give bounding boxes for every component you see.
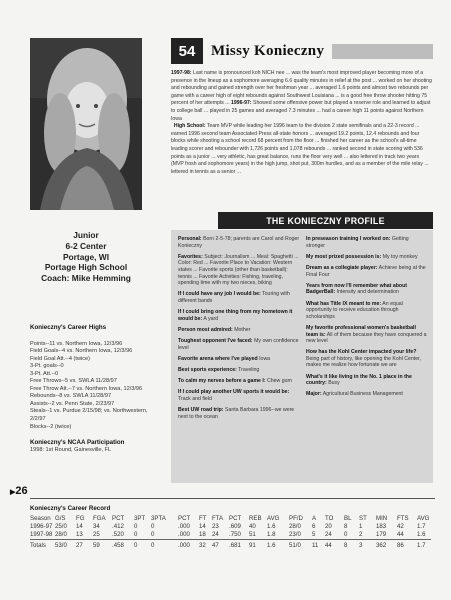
profile-question: If I could bring one thing from my hometown it would be: bbox=[178, 309, 293, 322]
player-name: Missy Konieczny bbox=[211, 42, 325, 59]
career-high-line: Free Throws--5 vs. SWLA 11/28/97 bbox=[30, 378, 117, 385]
table-cell: 3PT bbox=[134, 514, 146, 522]
profile-answer: Subject: Journalism ... Meal: Spaghetti ... Color: Red ... Favorite Place to Vacation: Western states ... Favorite sports (other than basketball): tennis ... Favorite Activities: Fishing, traveling, spending time with my two nieces, biking bbox=[178, 253, 299, 287]
table-cell: G/S bbox=[55, 514, 66, 522]
table-cell: 6 bbox=[312, 523, 316, 531]
table-cell: FTS bbox=[397, 514, 409, 522]
profile-item bbox=[178, 309, 300, 322]
table-cell: 1996-97 bbox=[30, 523, 53, 531]
bio-heading: 1997-98: bbox=[171, 70, 192, 76]
profile-question: My favorite professional women's basketball team is: bbox=[306, 324, 416, 338]
bio-heading: 1996-97: bbox=[231, 100, 252, 107]
profile-answer: Touring with different bands bbox=[178, 291, 290, 304]
career-high-line: 3-Pt. Att.--0 bbox=[30, 370, 59, 377]
table-cell: 18 bbox=[199, 531, 206, 539]
profile-question: What has Title IX meant to me: bbox=[306, 300, 382, 307]
player-info bbox=[30, 230, 142, 284]
table-cell: 42 bbox=[397, 523, 404, 531]
table-cell: 8 bbox=[344, 540, 359, 550]
player-hometown: Portage, WI bbox=[62, 251, 110, 262]
table-cell: 91 bbox=[249, 540, 267, 550]
table-cell: FGA bbox=[93, 514, 106, 522]
table-cell: 24 bbox=[212, 531, 219, 539]
profile-item bbox=[306, 236, 428, 249]
table-cell: 1 bbox=[359, 523, 363, 531]
table-cell: 14 bbox=[76, 523, 83, 531]
career-record-title: Konieczny's Career Record bbox=[30, 505, 111, 512]
profile-question: Favorite arena where I've played bbox=[178, 355, 258, 362]
career-high-line: Assists--2 vs. Penn State, 2/23/97 bbox=[30, 400, 115, 407]
table-cell: 1.6 bbox=[267, 540, 289, 550]
table-cell: .412 bbox=[112, 523, 124, 531]
table-cell: 0 bbox=[344, 531, 348, 539]
table-cell: 0 bbox=[134, 540, 151, 550]
table-cell: REB bbox=[249, 514, 262, 522]
table-cell: 2 bbox=[359, 531, 363, 539]
table-cell: BL bbox=[344, 514, 352, 522]
profile-item bbox=[306, 391, 428, 398]
table-row bbox=[30, 522, 431, 530]
profile-answer: Achieve being at the Final Four bbox=[306, 264, 426, 278]
profile-answer: Mother bbox=[232, 326, 251, 333]
career-record-table bbox=[30, 514, 431, 550]
profile-answer: Getting stronger bbox=[306, 236, 409, 249]
profile-question: Personal: bbox=[178, 236, 202, 242]
table-cell: 13 bbox=[76, 531, 83, 539]
table-cell: .458 bbox=[112, 540, 134, 550]
table-cell: 32 bbox=[199, 540, 212, 550]
table-cell: MIN bbox=[376, 514, 388, 522]
table-cell: FG bbox=[76, 514, 85, 522]
table-cell: 0 bbox=[134, 531, 138, 539]
divider bbox=[30, 498, 435, 499]
table-cell: 20 bbox=[325, 523, 332, 531]
table-cell: PF/D bbox=[289, 514, 303, 522]
table-cell: 183 bbox=[376, 523, 387, 531]
table-cell: .520 bbox=[112, 531, 124, 539]
table-cell: 28/0 bbox=[55, 531, 67, 539]
career-high-line: Points--11 vs. Northern Iowa, 12/3/96 bbox=[30, 340, 123, 347]
table-cell: 3 bbox=[359, 540, 376, 550]
player-coach: Coach: Mike Hemming bbox=[41, 273, 131, 284]
career-high-line: Rebounds--8 vs. SWLA 11/28/97 bbox=[30, 393, 112, 400]
player-bio bbox=[171, 70, 433, 176]
profile-answer: A yard bbox=[202, 315, 219, 322]
table-cell: Season bbox=[30, 514, 51, 522]
table-cell: 5 bbox=[312, 531, 316, 539]
profile-item bbox=[178, 407, 300, 420]
profile-item bbox=[178, 327, 300, 334]
profile-answer: Traveling bbox=[236, 367, 260, 374]
profile-answer: Being part of history, like opening the Kohl Center, makes me realize how fortunate we are bbox=[306, 355, 421, 369]
profile-answer: Santa Barbara 1996--we were next to the ocean bbox=[178, 407, 295, 420]
profile-item bbox=[306, 374, 428, 387]
career-high-line: 3-Pt. goals--0 bbox=[30, 363, 64, 370]
profile-answer: All of them because they have conquered a new level bbox=[306, 331, 427, 345]
career-high-line: Steals--1 vs. Purdue 2/15/98; vs. Northwestern, 2/2/97 bbox=[30, 408, 148, 423]
profile-item bbox=[306, 301, 428, 321]
profile-item bbox=[306, 265, 428, 278]
career-record bbox=[30, 505, 440, 550]
table-cell: 28/0 bbox=[289, 523, 301, 531]
player-class: Junior bbox=[73, 230, 99, 240]
page-number: ▶26 bbox=[10, 485, 28, 497]
table-cell: 14 bbox=[199, 523, 206, 531]
table-cell: ST bbox=[359, 514, 367, 522]
table-cell: 1997-98 bbox=[30, 531, 53, 539]
table-cell: PCT bbox=[112, 514, 125, 522]
ncaa-line: 1998: 1st Round, Gainesville, FL bbox=[30, 446, 112, 453]
profile-item bbox=[178, 254, 300, 287]
table-cell: 51 bbox=[249, 531, 256, 539]
profile-item bbox=[178, 389, 300, 402]
profile-question: To calm my nerves before a game I: bbox=[178, 378, 266, 385]
profile-question: What's it like living in the No. 1 place in the country: bbox=[306, 373, 412, 387]
jersey-number: 54 bbox=[171, 38, 203, 64]
profile-answer: My toy monkey bbox=[381, 253, 418, 260]
table-cell: 0 bbox=[134, 523, 138, 531]
table-cell: 0 bbox=[151, 531, 155, 539]
table-cell: 1.7 bbox=[417, 523, 426, 531]
profile-answer: Chew gum bbox=[265, 378, 292, 385]
profile-item bbox=[178, 356, 300, 363]
header-bar bbox=[332, 44, 433, 59]
table-cell: 362 bbox=[376, 540, 397, 550]
bio-text: Last name is pronounced koh NICH nee ... was the team's most improved player becoming more of a presence in the lineup as a sophomore averaging 6.6 quality minutes in relief at the post ... worked on her shooting and rebounding and gained strength over her freshman year ... averaged 1.6 points and almost two rebounds per game with a career high of eight rebounds against Southwest Louisiana ... is a good free throw shooter hitting 75 percent of her attempts ... bbox=[171, 70, 432, 107]
player-position: 6-2 Center bbox=[65, 240, 107, 251]
profile-item bbox=[178, 236, 300, 249]
career-high-line: Blocks--2 (twice) bbox=[30, 423, 72, 430]
profile-question: Major: bbox=[306, 391, 322, 398]
profile-question: Years from now I'll remember what about BadgerBall: bbox=[306, 282, 407, 296]
table-cell: 23/0 bbox=[289, 531, 301, 539]
table-row bbox=[30, 531, 431, 540]
career-high-line: Free Throw Att.--7 vs. Northern Iowa, 12/3/96 bbox=[30, 385, 143, 392]
table-cell: 86 bbox=[397, 540, 417, 550]
profile-answer: My own confidence level bbox=[178, 338, 299, 351]
page-number-arrow-icon: ▶ bbox=[10, 489, 16, 496]
table-cell: 0 bbox=[151, 523, 155, 531]
career-high-line: Field Goals--4 vs. Northern Iowa, 12/3/96 bbox=[30, 348, 133, 355]
table-cell: 179 bbox=[376, 531, 387, 539]
table-cell: .000 bbox=[178, 540, 199, 550]
table-cell: FT bbox=[199, 514, 207, 522]
table-cell: AVG bbox=[267, 514, 280, 522]
ncaa-title: Konieczny's NCAA Participation bbox=[30, 439, 125, 447]
table-cell: 0 bbox=[151, 540, 178, 550]
profile-question: My most prized possession is: bbox=[306, 253, 382, 260]
profile-answer: Track and field bbox=[178, 396, 212, 403]
profile-question: Dream as a collegiate player: bbox=[306, 264, 378, 271]
profile-item bbox=[178, 338, 300, 351]
career-highs bbox=[30, 324, 160, 454]
profile-answer: Busy bbox=[326, 380, 340, 387]
profile-question: How has the Kohl Center impacted your life? bbox=[306, 349, 417, 356]
table-cell: 8 bbox=[344, 523, 348, 531]
table-cell: 51/0 bbox=[289, 540, 312, 550]
profile-right-column bbox=[306, 236, 428, 403]
profile-question: If I could have any job I would be: bbox=[178, 291, 261, 298]
profile-item bbox=[306, 283, 428, 296]
table-cell: Totals bbox=[30, 540, 55, 550]
profile-answer: Born 2-5-78; parents are Carol and Roger Konieczny bbox=[178, 236, 300, 249]
table-cell: 47 bbox=[212, 540, 229, 550]
bio-heading: High School: bbox=[173, 123, 206, 130]
table-cell: 23 bbox=[212, 523, 219, 531]
profile-question: If I could play another UW sports it would be: bbox=[178, 389, 290, 396]
profile-answer: Agricultural Business Management bbox=[321, 391, 403, 398]
profile-left-column bbox=[178, 236, 300, 425]
table-cell: 1.6 bbox=[267, 523, 276, 531]
profile-answer: Intensity and determination bbox=[335, 289, 399, 296]
table-cell: FTA bbox=[212, 514, 224, 522]
profile-question: Toughest opponent I've faced: bbox=[178, 338, 253, 345]
table-cell: TO bbox=[325, 514, 334, 522]
table-cell: 34 bbox=[93, 523, 100, 531]
profile-question: Person most admired: bbox=[178, 326, 233, 333]
career-highs-title: Konieczny's Career Highs bbox=[30, 324, 107, 331]
profile-item bbox=[178, 367, 300, 374]
bio-text: Showed some offensive power but played a reserve role and learned to adjust to college ball ... played in 25 games and averaged 7.3 minutes ... had a career high 11 points against Northern Iowa bbox=[171, 100, 431, 122]
profile-question: Best UW road trip: bbox=[178, 407, 224, 414]
profile-question: Favorites: bbox=[178, 253, 203, 260]
profile-answer: An equal opportunity to receive education through scholarships bbox=[306, 300, 403, 320]
table-cell: A bbox=[312, 514, 317, 522]
table-cell: 44 bbox=[325, 540, 344, 550]
table-cell: 53/0 bbox=[55, 540, 76, 550]
table-cell: .750 bbox=[229, 531, 241, 539]
table-cell: 25 bbox=[93, 531, 100, 539]
profile-item bbox=[178, 378, 300, 385]
table-cell: 11 bbox=[312, 540, 325, 550]
table-cell: .000 bbox=[178, 531, 190, 539]
table-cell: PCT bbox=[178, 514, 191, 522]
profile-item bbox=[178, 291, 300, 304]
bio-text: Team MVP while leading her 1996 team to the division 2 state semifinals and a 22-3 record ... earned 1996 second team Associated Press all-state honors ... averaged 19.2 points, 12.4 rebounds and four blocks while shooting a school record 68 percent from the floor ... finished her career as the school's all-time leading scorer and rebounder with 1,726 points and 1,078 rebounds ... ranked second in state scoring with 536 points as a junior ... very athletic, has great balance, runs the floor very well ... also lettered in track two years (MVP frosh and sophomore years) in the high jump, shot put, 300m hurdles, and as a member of the mile relay ... lettered in tennis as a senior ... bbox=[171, 123, 429, 175]
table-cell: .681 bbox=[229, 540, 249, 550]
table-cell: 25/0 bbox=[55, 523, 67, 531]
table-totals-row bbox=[30, 540, 431, 550]
player-header bbox=[171, 38, 433, 64]
profile-question: In preseason training I worked on: bbox=[306, 236, 391, 242]
profile-item bbox=[306, 254, 428, 261]
table-cell: 24 bbox=[325, 531, 332, 539]
profile-title: THE KONIECZNY PROFILE bbox=[218, 212, 433, 229]
table-cell: 59 bbox=[93, 540, 112, 550]
profile-question: Best sports experience: bbox=[178, 367, 237, 374]
profile-item bbox=[306, 325, 428, 345]
table-header-row bbox=[30, 514, 431, 522]
table-cell: 27 bbox=[76, 540, 93, 550]
career-high-line: Field Goal Att.--4 (twice) bbox=[30, 355, 90, 362]
table-cell: PCT bbox=[229, 514, 242, 522]
table-cell: .000 bbox=[178, 523, 190, 531]
player-high-school: Portage High School bbox=[44, 262, 128, 273]
table-cell: .609 bbox=[229, 523, 241, 531]
table-cell: 1.8 bbox=[267, 531, 276, 539]
table-cell: 1.7 bbox=[417, 540, 431, 550]
table-cell: AVG bbox=[417, 514, 430, 522]
table-cell: 3PTA bbox=[151, 514, 166, 522]
table-cell: 1.6 bbox=[417, 531, 426, 539]
table-cell: 44 bbox=[397, 531, 404, 539]
player-photo bbox=[30, 38, 142, 210]
profile-item bbox=[306, 349, 428, 369]
profile-answer: Iowa bbox=[257, 355, 271, 362]
profile-box bbox=[171, 230, 433, 483]
table-cell: 40 bbox=[249, 523, 256, 531]
